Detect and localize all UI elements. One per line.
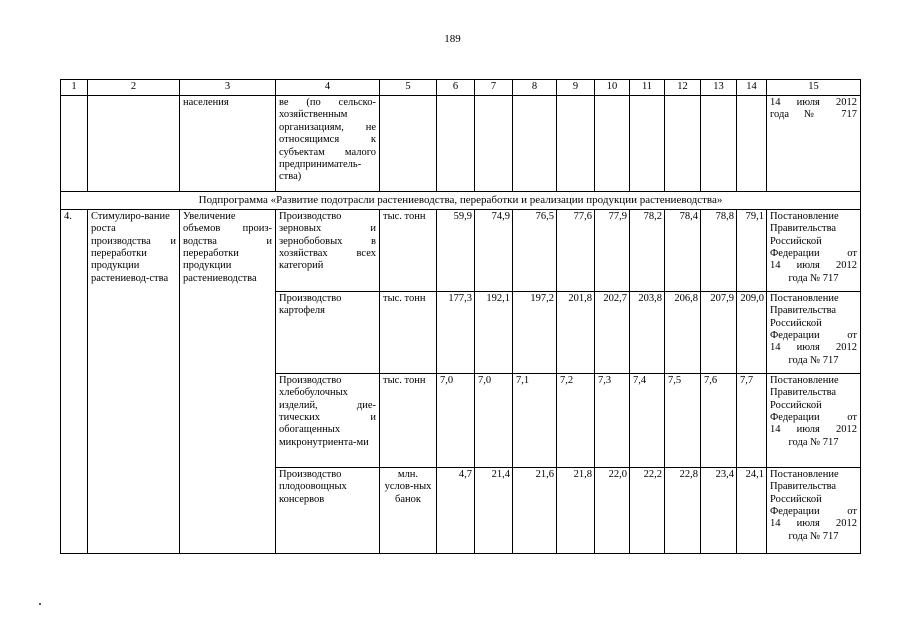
value-cell: 78,8 [701,209,737,291]
value-cell: 7,0 [437,373,475,467]
value-cell: 74,9 [475,209,513,291]
continuation-source [767,96,861,192]
source-line: 14 июля 2012 [770,518,857,530]
value-cell: 77,6 [557,209,595,291]
indicator-name: Производство хлебобулочных изделий, дие-тических и обогащенных микронутриента-ми [276,373,380,467]
value-cell: 201,8 [557,291,595,373]
source-line: Правительства [770,223,837,235]
value-cell: 59,9 [437,209,475,291]
header-cell: 15 [767,80,861,96]
value-cell: 77,9 [595,209,630,291]
header-cell: 3 [180,80,276,96]
source-line: Федерации от [770,330,857,342]
indicators-table [60,79,861,554]
source-line: 14 июля 2012 [770,260,857,272]
source-line: Постановление [770,292,839,304]
table-row [61,209,861,291]
continuation-task-text: населения [180,96,276,192]
value-cell: 21,6 [513,467,557,553]
source-line: года № 717 [788,354,839,366]
value-cell: 78,4 [665,209,701,291]
subprogram-row [61,192,861,210]
value-cell: 79,1 [737,209,767,291]
header-cell: 10 [595,80,630,96]
indicator-unit: тыс. тонн [380,209,437,291]
value-cell: 177,3 [437,291,475,373]
source-line: Российской [770,493,822,505]
source-line: Постановление [770,468,839,480]
source-line: Федерации от [770,248,857,260]
indicator-name: Производство картофеля [276,291,380,373]
value-cell: 192,1 [475,291,513,373]
source-line: Российской [770,399,822,411]
value-cell: 21,4 [475,467,513,553]
source-cell [767,467,861,553]
value-cell: 206,8 [665,291,701,373]
source-line: 14 июля 2012 [770,342,857,354]
value-cell: 209,0 [737,291,767,373]
continuation-indicator-text: ве (по сельско-хозяйственным организациям, не относящимся к субъектам малого предприниматель-ства) [276,96,380,192]
source-line: Правительства [770,387,837,399]
subprogram-title: Подпрограмма «Развитие подотрасли растениеводства, переработки и реализации продукции растениеводства» [61,192,861,210]
indicator-unit: тыс. тонн [380,291,437,373]
source-line: Постановление [770,374,839,386]
value-cell: 7,0 [475,373,513,467]
source-cell [767,209,861,291]
value-cell: 7,5 [665,373,701,467]
value-cell: 78,2 [630,209,665,291]
value-cell: 197,2 [513,291,557,373]
source-line: Постановление [770,210,839,222]
value-cell: 7,1 [513,373,557,467]
value-cell: 7,6 [701,373,737,467]
indicator-unit: млн. услов-ных банок [380,467,437,553]
value-cell: 202,7 [595,291,630,373]
header-cell: 7 [475,80,513,96]
source-cell [767,291,861,373]
value-cell: 22,2 [630,467,665,553]
value-cell: 7,4 [630,373,665,467]
source-line: Федерации от [770,412,857,424]
header-cell: 11 [630,80,665,96]
value-cell: 7,3 [595,373,630,467]
value-cell: 207,9 [701,291,737,373]
header-cell: 9 [557,80,595,96]
value-cell: 22,8 [665,467,701,553]
source-cell [767,373,861,467]
header-cell: 5 [380,80,437,96]
indicator-name: Производство зерновых и зернобобовых в хозяйствах всех категорий [276,209,380,291]
indicator-unit: тыс. тонн [380,373,437,467]
value-cell: 23,4 [701,467,737,553]
source-line: Федерации от [770,506,857,518]
value-cell: 21,8 [557,467,595,553]
source-line: Правительства [770,481,837,493]
goal-text: Стимулиро-вание роста производства и переработки продукции растениевод-ства [88,209,180,553]
source-line: года № 717 [770,109,857,121]
header-cell: 14 [737,80,767,96]
header-cell: 13 [701,80,737,96]
value-cell: 4,7 [437,467,475,553]
source-line: 14 июля 2012 [770,424,857,436]
header-cell: 8 [513,80,557,96]
indicator-name: Производство плодоовощных консервов [276,467,380,553]
header-cell: 4 [276,80,380,96]
value-cell: 7,2 [557,373,595,467]
header-row [61,80,861,96]
source-line: года № 717 [788,436,839,448]
source-line: года № 717 [788,272,839,284]
source-line: года № 717 [788,530,839,542]
header-cell: 6 [437,80,475,96]
header-cell: 1 [61,80,88,96]
header-cell: 2 [88,80,180,96]
row-number: 4. [61,209,88,553]
continuation-row [61,96,861,192]
value-cell: 7,7 [737,373,767,467]
source-line: 14 июля 2012 [770,97,857,108]
source-line: Российской [770,235,822,247]
task-text: Увеличение объемов произ-водства и переработки продукции растениеводства [180,209,276,553]
value-cell: 203,8 [630,291,665,373]
source-line: Правительства [770,305,837,317]
source-line: Российской [770,317,822,329]
header-cell: 12 [665,80,701,96]
value-cell: 24,1 [737,467,767,553]
scan-speck [39,603,41,605]
value-cell: 22,0 [595,467,630,553]
page-number: 189 [444,33,461,45]
value-cell: 76,5 [513,209,557,291]
